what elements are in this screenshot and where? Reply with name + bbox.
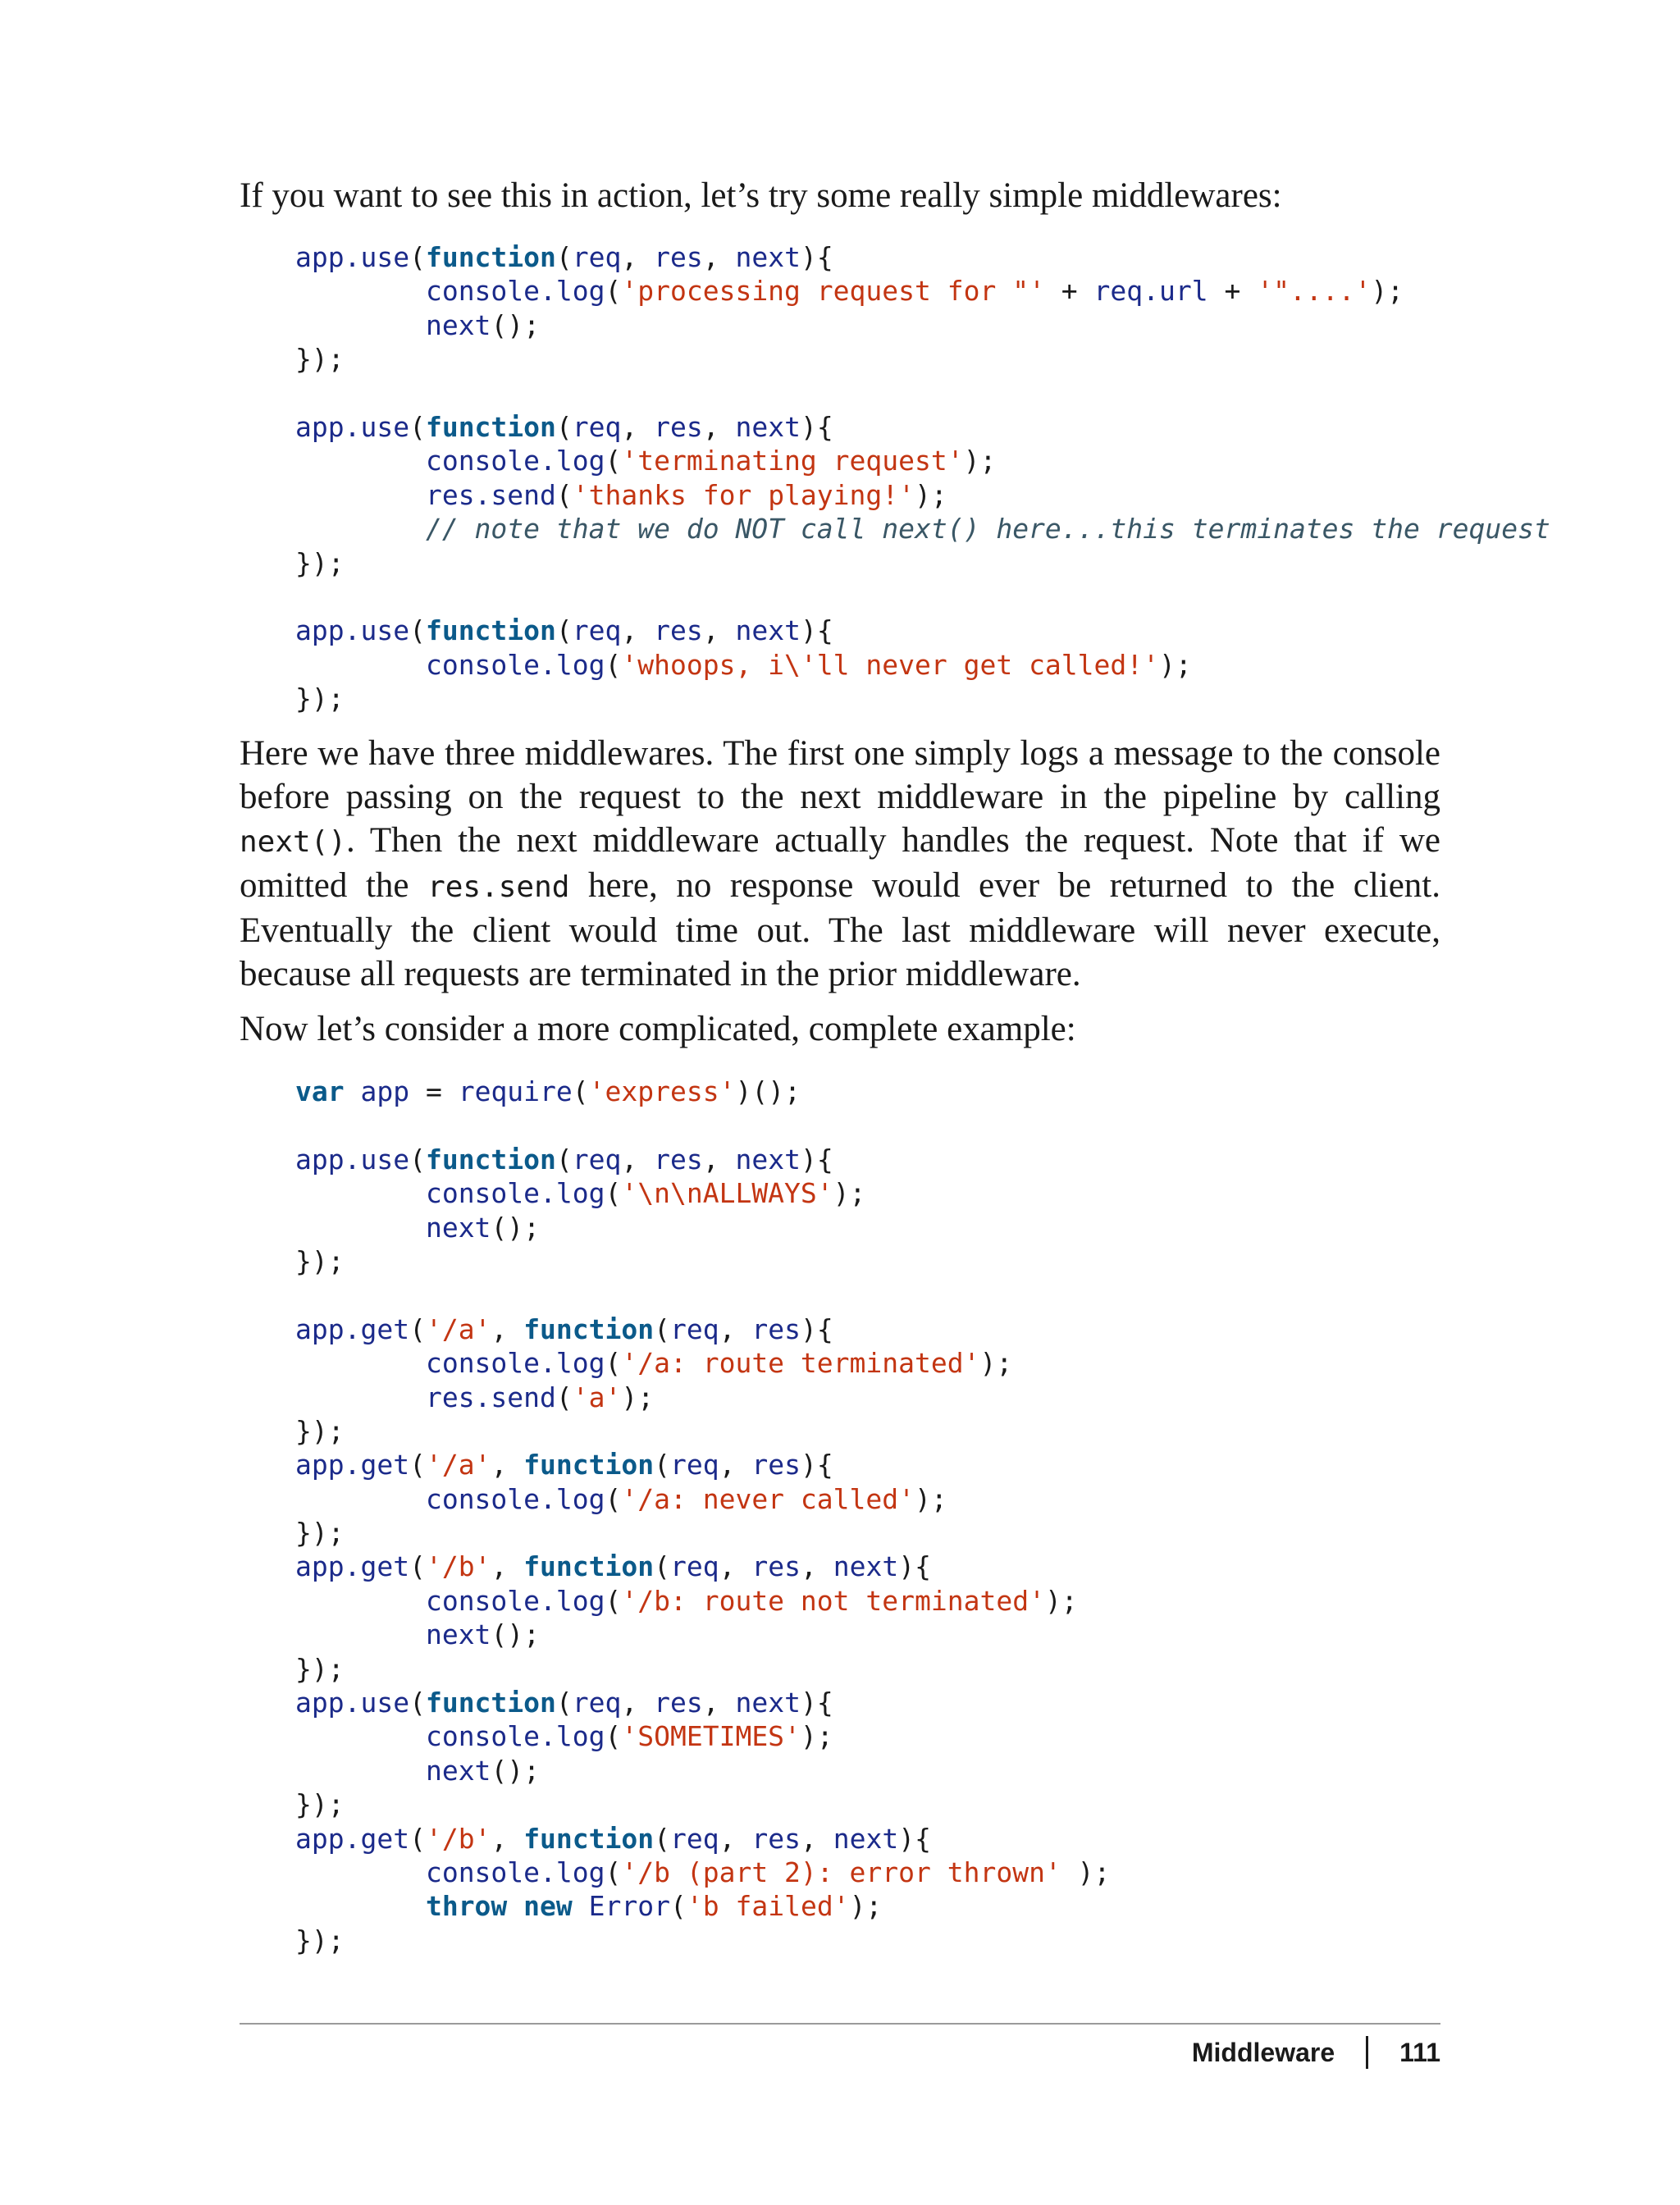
code-token: function <box>425 410 556 443</box>
code-token: ){ <box>800 614 833 647</box>
code-token: }); <box>295 1788 345 1821</box>
code-token: ( <box>670 1890 687 1923</box>
code-line <box>295 342 1550 376</box>
code-token: console.log <box>425 445 605 477</box>
code-token: next <box>735 1687 801 1719</box>
footer-rule <box>240 2023 1440 2025</box>
code-line <box>295 1448 1110 1481</box>
code-token: 'terminating request' <box>621 445 964 477</box>
code-line <box>295 444 1550 477</box>
code-line <box>295 1482 1110 1516</box>
code-line <box>295 1244 1110 1278</box>
code-token: ); <box>979 1347 1013 1380</box>
code-token: ); <box>1371 275 1404 308</box>
code-line <box>295 1550 1110 1583</box>
code-token: , <box>621 1143 655 1176</box>
code-token: ( <box>409 1687 426 1719</box>
code-token: ); <box>915 1482 947 1515</box>
code-token: 'whoops, i\'ll never get called!' <box>621 648 1160 681</box>
code-token: app.use <box>295 614 410 647</box>
code-token: ( <box>605 648 622 681</box>
page-footer <box>1192 2031 1440 2074</box>
code-token: ( <box>605 1347 622 1380</box>
code-token: ( <box>555 1381 573 1413</box>
code-line <box>295 1312 1110 1346</box>
code-token: req <box>572 1143 622 1176</box>
code-line <box>295 1381 1110 1414</box>
code-token: res <box>654 614 703 647</box>
code-token: }); <box>295 546 345 579</box>
inline-code-res-send: res.send <box>427 870 570 904</box>
code-token: res <box>654 241 703 273</box>
code-token: next <box>735 1143 801 1176</box>
code-token: ( <box>605 445 622 477</box>
code-token: ); <box>1061 1856 1111 1888</box>
code-token: ( <box>409 410 426 443</box>
code-token: + <box>1044 275 1094 308</box>
code-token <box>295 309 426 341</box>
code-line <box>295 1652 1110 1686</box>
code-token: console.log <box>425 1720 605 1753</box>
code-token: res <box>654 1143 703 1176</box>
code-line <box>295 648 1550 682</box>
code-token: new <box>523 1890 573 1923</box>
code-token: '/a: never called' <box>621 1482 915 1515</box>
code-line <box>295 1754 1110 1787</box>
explanation-text-3: here, no response would ever be returned to the client. Eventually the client would time out. The last middleware will never execute, because all requests are terminated in the prior middleware. <box>240 866 1440 993</box>
code-line <box>295 1414 1110 1448</box>
code-token <box>295 1212 426 1244</box>
code-line <box>295 1889 1110 1923</box>
code-token: next <box>425 308 491 341</box>
code-line <box>295 1856 1110 1889</box>
code-token: ( <box>654 1449 671 1481</box>
code-token: , <box>800 1550 833 1583</box>
code-token: var <box>295 1075 345 1107</box>
code-token: , <box>491 1550 524 1583</box>
code-token <box>295 1720 426 1752</box>
code-token: throw <box>425 1890 508 1923</box>
intro-paragraph: If you want to see this in action, let’s try some really simple middlewares: <box>240 176 1282 215</box>
code-token <box>295 649 426 681</box>
code-line <box>295 308 1550 342</box>
code-token: ); <box>800 1720 833 1753</box>
code-token: ){ <box>898 1822 931 1855</box>
code-token: = <box>409 1075 459 1107</box>
code-token: function <box>523 1822 655 1855</box>
code-token: res <box>751 1312 801 1345</box>
code-token: ){ <box>800 410 833 443</box>
code-token: ){ <box>800 1312 833 1345</box>
code-token: ( <box>572 1075 589 1107</box>
code-token <box>295 1585 426 1617</box>
code-token: res.send <box>425 1381 556 1413</box>
code-line <box>295 1211 1110 1244</box>
code-token: , <box>621 1687 655 1719</box>
code-token: '/b (part 2): error thrown' <box>621 1856 1061 1888</box>
code-token: , <box>621 410 655 443</box>
code-token <box>295 445 426 477</box>
code-token: 'processing request for "' <box>621 275 1045 308</box>
code-token: next <box>833 1550 899 1583</box>
code-line <box>295 1516 1110 1550</box>
code-token <box>573 1890 589 1922</box>
code-token: req <box>572 1687 622 1719</box>
code-token: next <box>833 1822 899 1855</box>
code-block-complete-example <box>295 1075 1110 1957</box>
code-token: }); <box>295 1924 345 1956</box>
code-token: }); <box>295 343 345 376</box>
code-token: , <box>491 1312 524 1345</box>
code-token: '\n\nALLWAYS' <box>621 1177 833 1210</box>
code-token: + <box>1208 275 1258 308</box>
code-token: req <box>572 614 622 647</box>
code-token: ); <box>1044 1584 1078 1617</box>
code-token: , <box>719 1449 752 1481</box>
code-token: 'SOMETIMES' <box>621 1720 801 1753</box>
code-token: ( <box>605 275 622 308</box>
code-token <box>295 1177 426 1209</box>
code-token: next <box>735 614 801 647</box>
code-token: , <box>719 1312 752 1345</box>
code-token: (); <box>491 308 541 341</box>
code-token: }); <box>295 1652 345 1685</box>
code-token: res <box>751 1550 801 1583</box>
code-token: ( <box>605 1177 622 1210</box>
code-token: , <box>491 1449 524 1481</box>
code-token: ); <box>963 445 997 477</box>
code-line <box>295 1719 1110 1753</box>
code-token <box>507 1890 523 1922</box>
code-token: , <box>719 1550 752 1583</box>
code-token <box>295 1856 426 1888</box>
code-token: '/a' <box>425 1449 491 1481</box>
code-token: app.use <box>295 410 410 443</box>
code-token: (); <box>491 1618 541 1651</box>
code-token: 'a' <box>572 1381 622 1413</box>
code-token: , <box>621 241 655 273</box>
code-token: res.send <box>425 478 556 511</box>
code-token: , <box>702 1143 736 1176</box>
code-token: , <box>702 1687 736 1719</box>
code-token: console.log <box>425 1856 605 1888</box>
code-token: req <box>670 1822 719 1855</box>
code-token: ){ <box>898 1550 931 1583</box>
code-line <box>295 546 1550 580</box>
code-token: ( <box>654 1312 671 1345</box>
code-token: ( <box>605 1482 622 1515</box>
code-token: }); <box>295 1414 345 1447</box>
code-token: ); <box>833 1177 866 1210</box>
code-block-simple-middlewares <box>295 240 1550 715</box>
code-line <box>295 1346 1110 1380</box>
code-line <box>295 1924 1110 1957</box>
code-token: '/b' <box>425 1550 491 1583</box>
code-token: // note that we do NOT call next() here...this terminates the request <box>425 513 1550 546</box>
code-token: ( <box>409 614 426 647</box>
code-token: ( <box>654 1822 671 1855</box>
code-token: Error <box>588 1890 670 1923</box>
code-line <box>295 410 1550 444</box>
code-token <box>295 275 426 307</box>
code-token: }); <box>295 1244 345 1277</box>
code-token: app.get <box>295 1449 410 1481</box>
code-token <box>295 1483 426 1515</box>
code-token: function <box>523 1550 655 1583</box>
code-token: ( <box>555 614 573 647</box>
code-line <box>295 580 1550 614</box>
code-token: ( <box>654 1550 671 1583</box>
code-line <box>295 240 1550 274</box>
code-token: res <box>751 1822 801 1855</box>
code-token: console.log <box>425 1482 605 1515</box>
code-token: function <box>425 241 556 273</box>
code-token: ( <box>555 241 573 273</box>
explanation-text-1: Here we have three middlewares. The first one simply logs a message to the console before passing on the request to the next middleware in the pipeline by calling <box>240 734 1440 816</box>
code-token: next <box>735 410 801 443</box>
code-token <box>295 513 426 545</box>
code-token: ( <box>605 1856 622 1888</box>
code-token: ); <box>621 1381 655 1413</box>
code-token: )(); <box>735 1075 801 1107</box>
code-token: function <box>523 1312 655 1345</box>
code-token: req.url <box>1093 275 1208 308</box>
code-token: ){ <box>800 1449 833 1481</box>
code-token: ( <box>409 1822 426 1855</box>
code-token: ( <box>555 1687 573 1719</box>
code-token: ); <box>849 1890 883 1923</box>
code-line <box>295 274 1550 308</box>
code-token: '"....' <box>1257 275 1372 308</box>
code-token: ( <box>555 410 573 443</box>
code-line <box>295 1584 1110 1618</box>
code-token: '/b: route not terminated' <box>621 1584 1045 1617</box>
code-token: console.log <box>425 1584 605 1617</box>
code-line <box>295 1618 1110 1651</box>
code-token: function <box>425 1687 556 1719</box>
code-token: }); <box>295 682 345 715</box>
code-token: next <box>735 241 801 273</box>
code-token: ( <box>605 1584 622 1617</box>
code-token: ( <box>555 478 573 511</box>
code-line <box>295 1787 1110 1821</box>
code-token: req <box>670 1449 719 1481</box>
code-token: (); <box>491 1754 541 1787</box>
code-token: app.get <box>295 1312 410 1345</box>
code-line <box>295 478 1550 512</box>
code-token: console.log <box>425 275 605 308</box>
code-token: '/a' <box>425 1312 491 1345</box>
code-token: req <box>572 241 622 273</box>
code-token: , <box>702 241 736 273</box>
code-token: req <box>670 1312 719 1345</box>
code-token: ( <box>409 241 426 273</box>
code-line <box>295 512 1550 546</box>
code-line <box>295 377 1550 410</box>
code-token: console.log <box>425 648 605 681</box>
code-token: ){ <box>800 1143 833 1176</box>
code-token: next <box>425 1618 491 1651</box>
code-line <box>295 614 1550 647</box>
code-token: }); <box>295 1517 345 1550</box>
code-token: app.use <box>295 1143 410 1176</box>
code-token: next <box>425 1211 491 1244</box>
page-number: 111 <box>1399 2038 1440 2067</box>
code-token: function <box>523 1449 655 1481</box>
code-token: , <box>702 614 736 647</box>
code-token: 'b failed' <box>686 1890 850 1923</box>
code-token: ); <box>915 478 947 511</box>
code-token: function <box>425 614 556 647</box>
code-line <box>295 1075 1110 1108</box>
code-token: req <box>572 410 622 443</box>
code-token: console.log <box>425 1177 605 1210</box>
code-token: , <box>621 614 655 647</box>
explanation-paragraph <box>240 732 1440 996</box>
code-token: 'thanks for playing!' <box>572 478 915 511</box>
code-token: next <box>425 1754 491 1787</box>
code-token: require <box>458 1075 573 1107</box>
code-token: , <box>491 1822 524 1855</box>
code-token: (); <box>491 1211 541 1244</box>
code-token: res <box>654 410 703 443</box>
code-token: console.log <box>425 1347 605 1380</box>
code-line <box>295 1686 1110 1719</box>
code-line <box>295 1108 1110 1142</box>
footer-section-title: Middleware <box>1191 2038 1335 2067</box>
code-token: app <box>360 1075 410 1107</box>
code-token: app.use <box>295 241 410 273</box>
code-token: req <box>670 1550 719 1583</box>
code-token: ( <box>409 1550 426 1583</box>
code-token <box>295 1618 426 1650</box>
code-token: ( <box>409 1143 426 1176</box>
code-line <box>295 1143 1110 1176</box>
code-token <box>295 1755 426 1787</box>
code-token: ( <box>605 1720 622 1753</box>
code-token: ){ <box>800 241 833 273</box>
code-token <box>345 1075 361 1107</box>
code-token: ( <box>409 1312 426 1345</box>
code-token: '/b' <box>425 1822 491 1855</box>
code-token: function <box>425 1143 556 1176</box>
code-token: ( <box>409 1449 426 1481</box>
code-token: app.get <box>295 1550 410 1583</box>
code-token: res <box>654 1687 703 1719</box>
code-token: '/a: route terminated' <box>621 1347 980 1380</box>
code-token: ); <box>1159 648 1192 681</box>
intro-paragraph-2: Now let’s consider a more complicated, complete example: <box>240 1010 1076 1048</box>
code-token: app.use <box>295 1687 410 1719</box>
code-token: , <box>800 1822 833 1855</box>
code-token: res <box>751 1449 801 1481</box>
code-line <box>295 682 1550 715</box>
code-token: ){ <box>800 1687 833 1719</box>
code-token <box>295 1347 426 1379</box>
footer-separator <box>1366 2036 1368 2069</box>
inline-code-next: next() <box>240 825 347 859</box>
code-token <box>295 1890 426 1922</box>
explanation-text-2: . Then the next middleware actually handles the request. Note that if we omitted the <box>240 821 1440 905</box>
code-line <box>295 1176 1110 1210</box>
code-token <box>295 1381 426 1413</box>
code-token: ( <box>555 1143 573 1176</box>
code-line <box>295 1278 1110 1312</box>
code-token <box>295 479 426 511</box>
code-token: , <box>702 410 736 443</box>
code-token: app.get <box>295 1822 410 1855</box>
code-token: 'express' <box>588 1075 736 1107</box>
code-token: , <box>719 1822 752 1855</box>
code-line <box>295 1822 1110 1856</box>
